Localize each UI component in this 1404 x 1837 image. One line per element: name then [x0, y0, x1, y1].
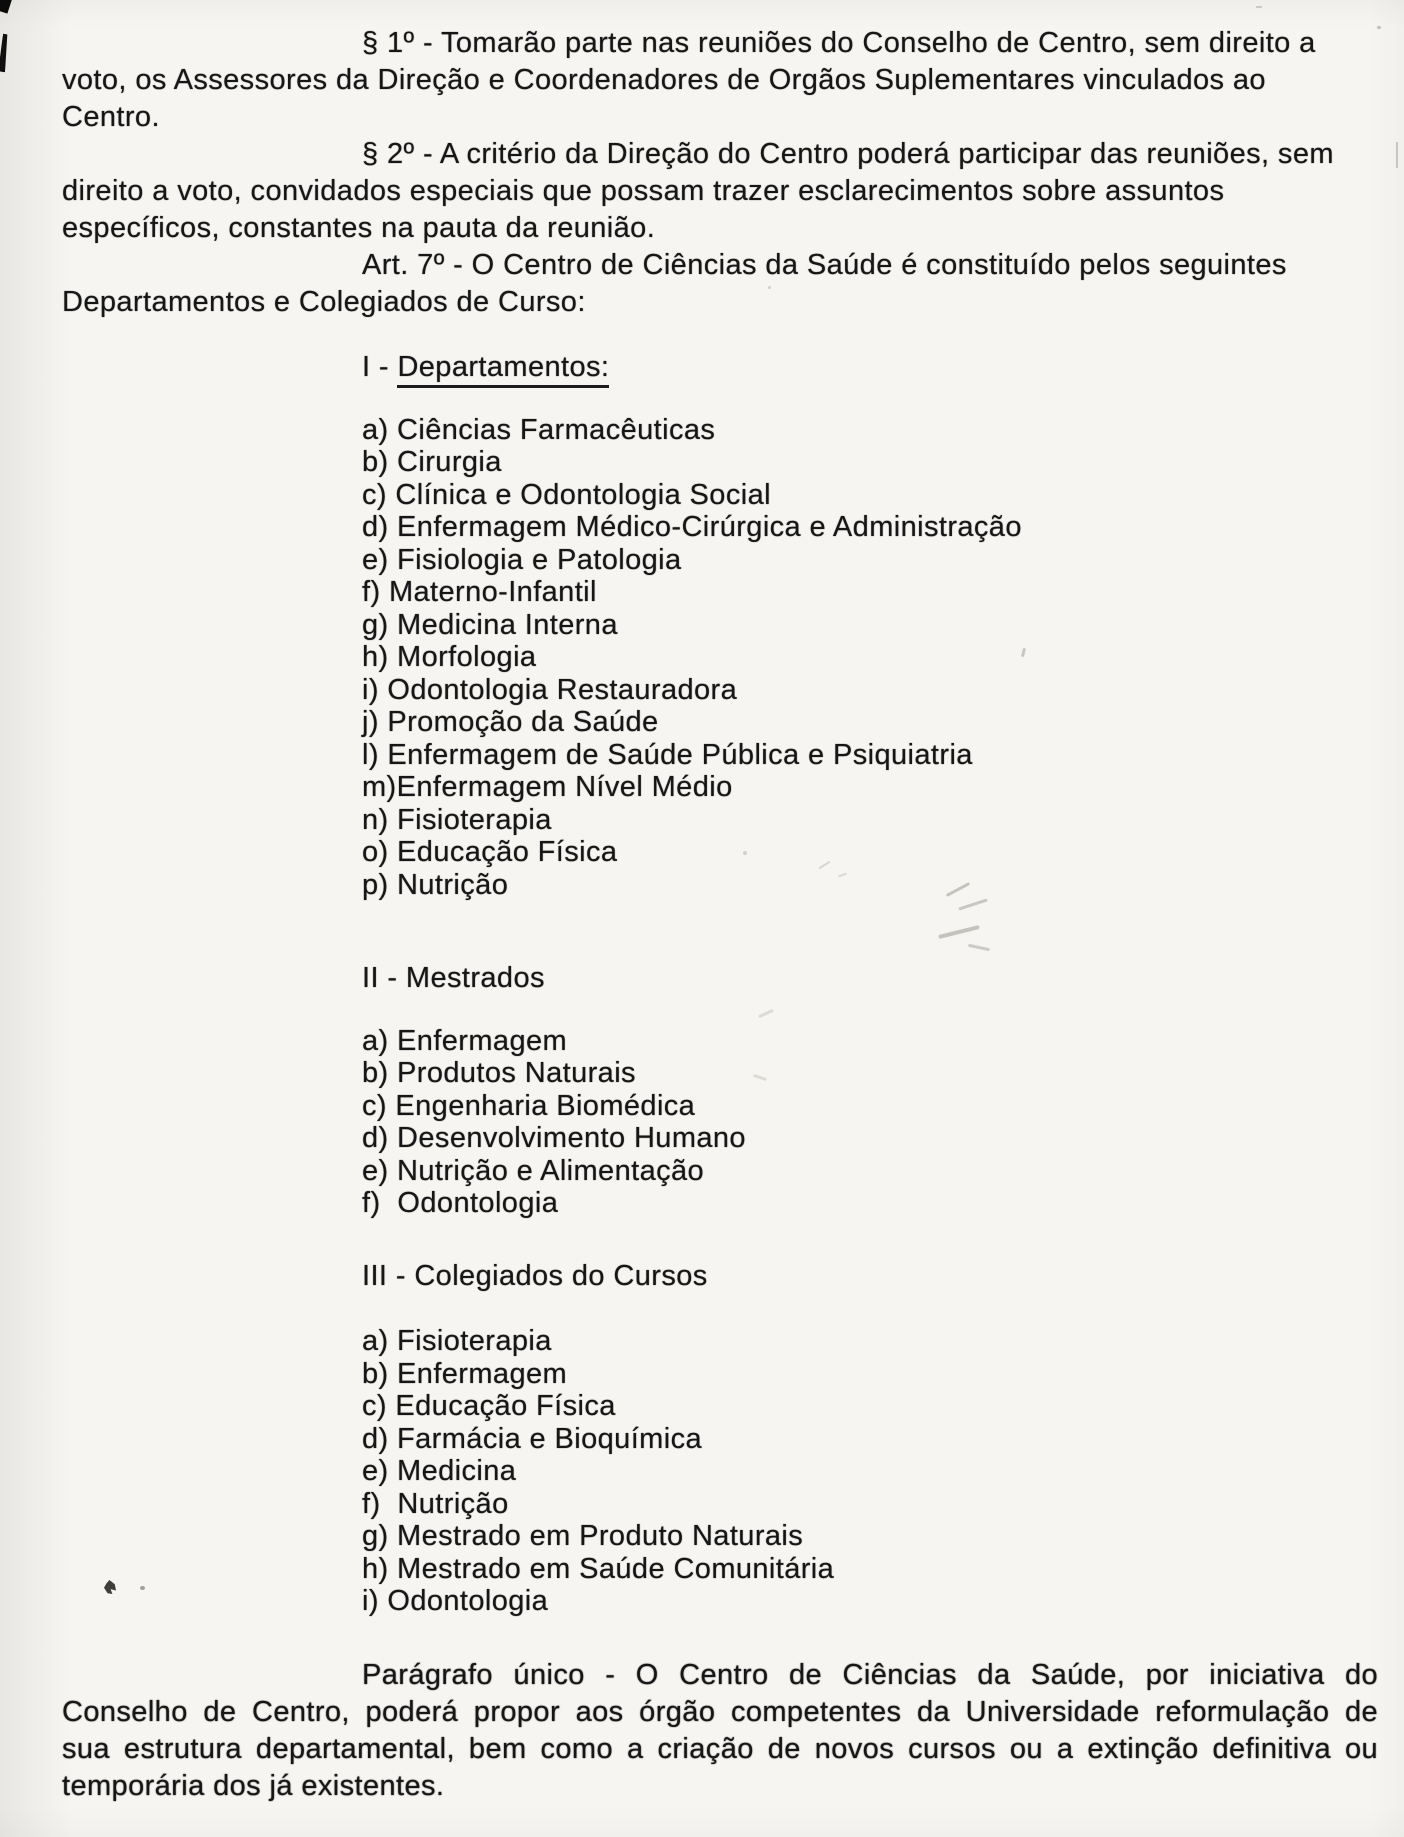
- list-item: c) Educação Física: [362, 1390, 616, 1422]
- final-paragraph-line-2: Conselho de Centro, poderá propor aos órgão competentes da Universidade reformulação de: [62, 1695, 1378, 1728]
- paragraph-2-line-2: direito a voto, convidados especiais que possam trazer esclarecimentos sobre assuntos: [62, 175, 1225, 207]
- section-heading-mestrados: II - Mestrados: [362, 962, 545, 994]
- list-item: f) Nutrição: [362, 1487, 509, 1520]
- list-item: f) Odontologia: [362, 1187, 559, 1219]
- section-heading-colegiados: III - Colegiados do Cursos: [362, 1259, 708, 1292]
- list-item: d) Enfermagem Médico-Cirúrgica e Administração: [362, 511, 1022, 543]
- list-item: b) Produtos Naturais: [362, 1057, 636, 1089]
- list-item: c) Clínica e Odontologia Social: [362, 478, 771, 511]
- list-item: a) Fisioterapia: [362, 1325, 552, 1357]
- list-item: i) Odontologia Restauradora: [362, 673, 738, 706]
- list-item: d) Farmácia e Bioquímica: [362, 1422, 702, 1455]
- paragraph-1-line-3: Centro.: [62, 101, 160, 133]
- mestrados-list: [62, 1025, 1378, 1220]
- list-item: e) Nutrição e Alimentação: [362, 1154, 705, 1187]
- list-item: p) Nutrição: [362, 868, 509, 901]
- list-item: j) Promoção da Saúde: [362, 706, 659, 738]
- colegiados-list: [62, 1325, 1378, 1618]
- list-item: o) Educação Física: [362, 836, 618, 868]
- list-item: h) Mestrado em Saúde Comunitária: [362, 1552, 835, 1585]
- section-heading-departamentos: [62, 351, 1378, 384]
- list-item: e) Fisiologia e Patologia: [362, 543, 682, 576]
- list-item: l) Enfermagem de Saúde Pública e Psiquiatria: [362, 738, 973, 771]
- list-item: f) Materno-Infantil: [362, 576, 597, 608]
- final-paragraph-line-4: temporária dos já existentes.: [62, 1769, 445, 1802]
- article-7-line-1: Art. 7º - O Centro de Ciências da Saúde é constituído pelos seguintes: [362, 249, 1287, 281]
- paragraph-2-line-1: § 2º - A critério da Direção do Centro poderá participar das reuniões, sem: [362, 138, 1334, 170]
- final-paragraph: [62, 1657, 1378, 1805]
- article-7-line-2: Departamentos e Colegiados de Curso:: [62, 286, 586, 318]
- list-item: n) Fisioterapia: [362, 803, 552, 836]
- section-1-numeral: I -: [362, 351, 398, 383]
- top-paragraph-block: [62, 25, 1378, 321]
- list-item: a) Ciências Farmacêuticas: [362, 413, 716, 446]
- list-item: i) Odontologia: [362, 1585, 549, 1617]
- departamentos-list: [62, 414, 1378, 902]
- list-item: b) Cirurgia: [362, 446, 502, 478]
- paragraph-2-line-3: específicos, constantes na pauta da reunião.: [62, 212, 656, 244]
- section-1-title-underlined: Departamentos:: [397, 351, 609, 388]
- list-item: h) Morfologia: [362, 641, 537, 673]
- list-item: e) Medicina: [362, 1455, 517, 1487]
- final-paragraph-line-3: sua estrutura departamental, bem como a criação de novos cursos ou a extinção definitiva ou: [62, 1732, 1378, 1765]
- list-item: m)Enfermagem Nível Médio: [362, 771, 733, 803]
- list-item: g) Medicina Interna: [362, 608, 618, 641]
- list-item: g) Mestrado em Produto Naturais: [362, 1520, 804, 1552]
- list-item: b) Enfermagem: [362, 1357, 568, 1390]
- paragraph-1-line-1: § 1º - Tomarão parte nas reuniões do Conselho de Centro, sem direito a: [362, 27, 1316, 59]
- final-paragraph-line-1: Parágrafo único - O Centro de Ciências da Saúde, por iniciativa do: [362, 1658, 1378, 1691]
- list-item: c) Engenharia Biomédica: [362, 1089, 696, 1122]
- paragraph-1-line-2: voto, os Assessores da Direção e Coordenadores de Orgãos Suplementares vinculados ao: [62, 64, 1266, 96]
- list-item: d) Desenvolvimento Humano: [362, 1122, 746, 1154]
- list-item: a) Enfermagem: [362, 1024, 568, 1057]
